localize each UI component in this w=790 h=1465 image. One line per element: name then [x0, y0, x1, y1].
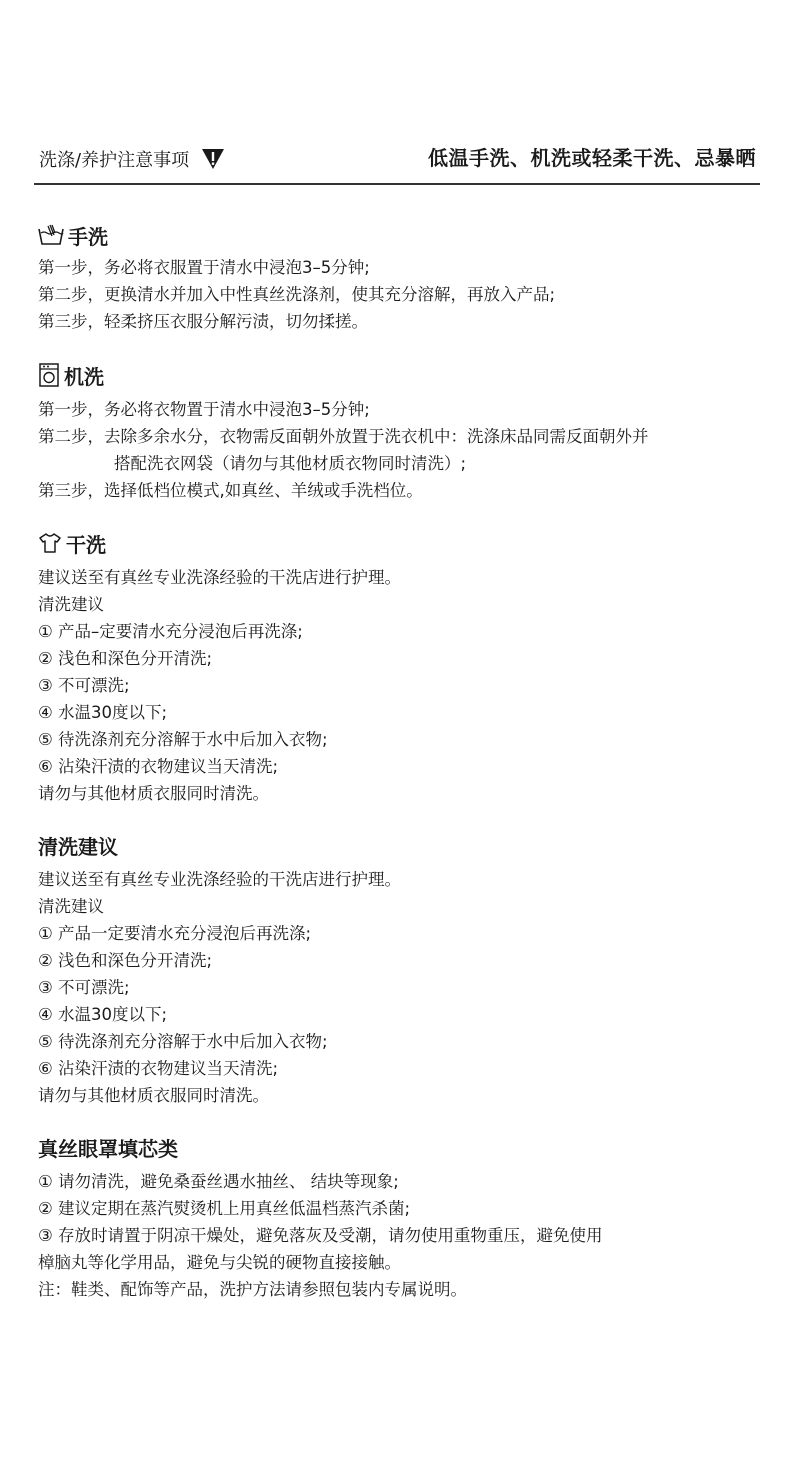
- machine-wash-title: 机洗: [64, 364, 104, 389]
- washing-machine-icon: [38, 363, 60, 387]
- cleaning-advice-line: ⑥ 沾染汗渍的衣物建议当天清洗;: [38, 1059, 279, 1078]
- cleaning-advice-line: ② 浅色和深色分开清洗;: [38, 951, 213, 970]
- eye-mask-note: 注：鞋类、配饰等产品，洗护方法请参照包装内专属说明。: [38, 1280, 467, 1299]
- dry-clean-line: ⑤ 待洗涤剂充分溶解于水中后加入衣物;: [38, 730, 328, 749]
- dry-clean-line: 建议送至有真丝专业洗涤经验的干洗店进行护理。: [38, 568, 401, 587]
- cleaning-advice-line: 请勿与其他材质衣服同时清洗。: [38, 1086, 269, 1105]
- cleaning-advice-line: 建议送至有真丝专业洗涤经验的干洗店进行护理。: [38, 870, 401, 889]
- eye-mask-line: ① 请勿清洗，避免桑蚕丝遇水抽丝、 结块等现象;: [38, 1172, 399, 1191]
- dry-clean-line: ③ 不可漂洗;: [38, 676, 130, 695]
- machine-wash-step: 第一步，务必将衣物置于清水中浸泡3–5分钟;: [38, 400, 370, 419]
- dry-clean-line: 请勿与其他材质衣服同时清洗。: [38, 784, 269, 803]
- warning-triangle-icon: [201, 148, 225, 170]
- cleaning-advice-line: 清洗建议: [38, 897, 104, 916]
- cleaning-advice-line: ⑤ 待洗涤剂充分溶解于水中后加入衣物;: [38, 1032, 328, 1051]
- hand-wash-step: 第三步，轻柔挤压衣服分解污渍，切勿揉搓。: [38, 312, 368, 331]
- dry-clean-shirt-icon: [38, 532, 62, 554]
- machine-wash-step: 第二步，去除多余水分，衣物需反面朝外放置于洗衣机中：洗涤床品同需反面朝外并: [38, 427, 649, 446]
- cleaning-advice-line: ④ 水温30度以下;: [38, 1005, 168, 1024]
- cleaning-advice-line: ① 产品一定要清水充分浸泡后再洗涤;: [38, 924, 312, 943]
- eye-mask-line: ③ 存放时请置于阴凉干燥处，避免落灰及受潮，请勿使用重物重压，避免使用: [38, 1226, 603, 1245]
- header-divider: [34, 183, 760, 185]
- machine-wash-step: 第三步，选择低档位模式,如真丝、羊绒或手洗档位。: [38, 481, 423, 500]
- hand-wash-heading: [38, 220, 758, 250]
- machine-wash-step-continued: 搭配洗衣网袋（请勿与其他材质衣物同时清洗）;: [114, 454, 467, 473]
- eye-mask-line: 樟脑丸等化学用品，避免与尖锐的硬物直接接触。: [38, 1253, 401, 1272]
- dry-clean-line: ② 浅色和深色分开清洗;: [38, 649, 213, 668]
- dry-clean-line: 清洗建议: [38, 595, 104, 614]
- care-notice-title-group: [39, 146, 225, 172]
- cleaning-advice-section: [38, 830, 758, 1109]
- hand-wash-basin-icon: [38, 224, 64, 246]
- dry-clean-line: ⑥ 沾染汗渍的衣物建议当天清洗;: [38, 757, 279, 776]
- care-header: [34, 140, 760, 180]
- hand-wash-step: 第二步，更换清水并加入中性真丝洗涤剂，使其充分溶解，再放入产品;: [38, 285, 556, 304]
- cleaning-advice-title: 清洗建议: [38, 834, 118, 859]
- machine-wash-section: [38, 360, 758, 504]
- dry-clean-section: [38, 528, 758, 807]
- eye-mask-line: ② 建议定期在蒸汽熨烫机上用真丝低温档蒸汽杀菌;: [38, 1199, 411, 1218]
- eye-mask-title: 真丝眼罩填芯类: [38, 1136, 178, 1161]
- dry-clean-line: ④ 水温30度以下;: [38, 703, 168, 722]
- machine-wash-heading: [38, 360, 758, 390]
- hand-wash-step: 第一步，务必将衣服置于清水中浸泡3–5分钟;: [38, 258, 370, 277]
- dry-clean-heading: [38, 528, 758, 558]
- dry-clean-line: ① 产品–定要清水充分浸泡后再洗涤;: [38, 622, 303, 641]
- care-summary: 低温手洗、机洗或轻柔干洗、忌暴晒: [428, 146, 756, 170]
- cleaning-advice-line: ③ 不可漂洗;: [38, 978, 130, 997]
- care-notice-title: 洗涤/养护注意事项: [39, 150, 190, 171]
- hand-wash-section: [38, 220, 758, 335]
- eye-mask-section: [38, 1132, 758, 1303]
- hand-wash-title: 手洗: [68, 224, 108, 249]
- dry-clean-title: 干洗: [66, 532, 106, 557]
